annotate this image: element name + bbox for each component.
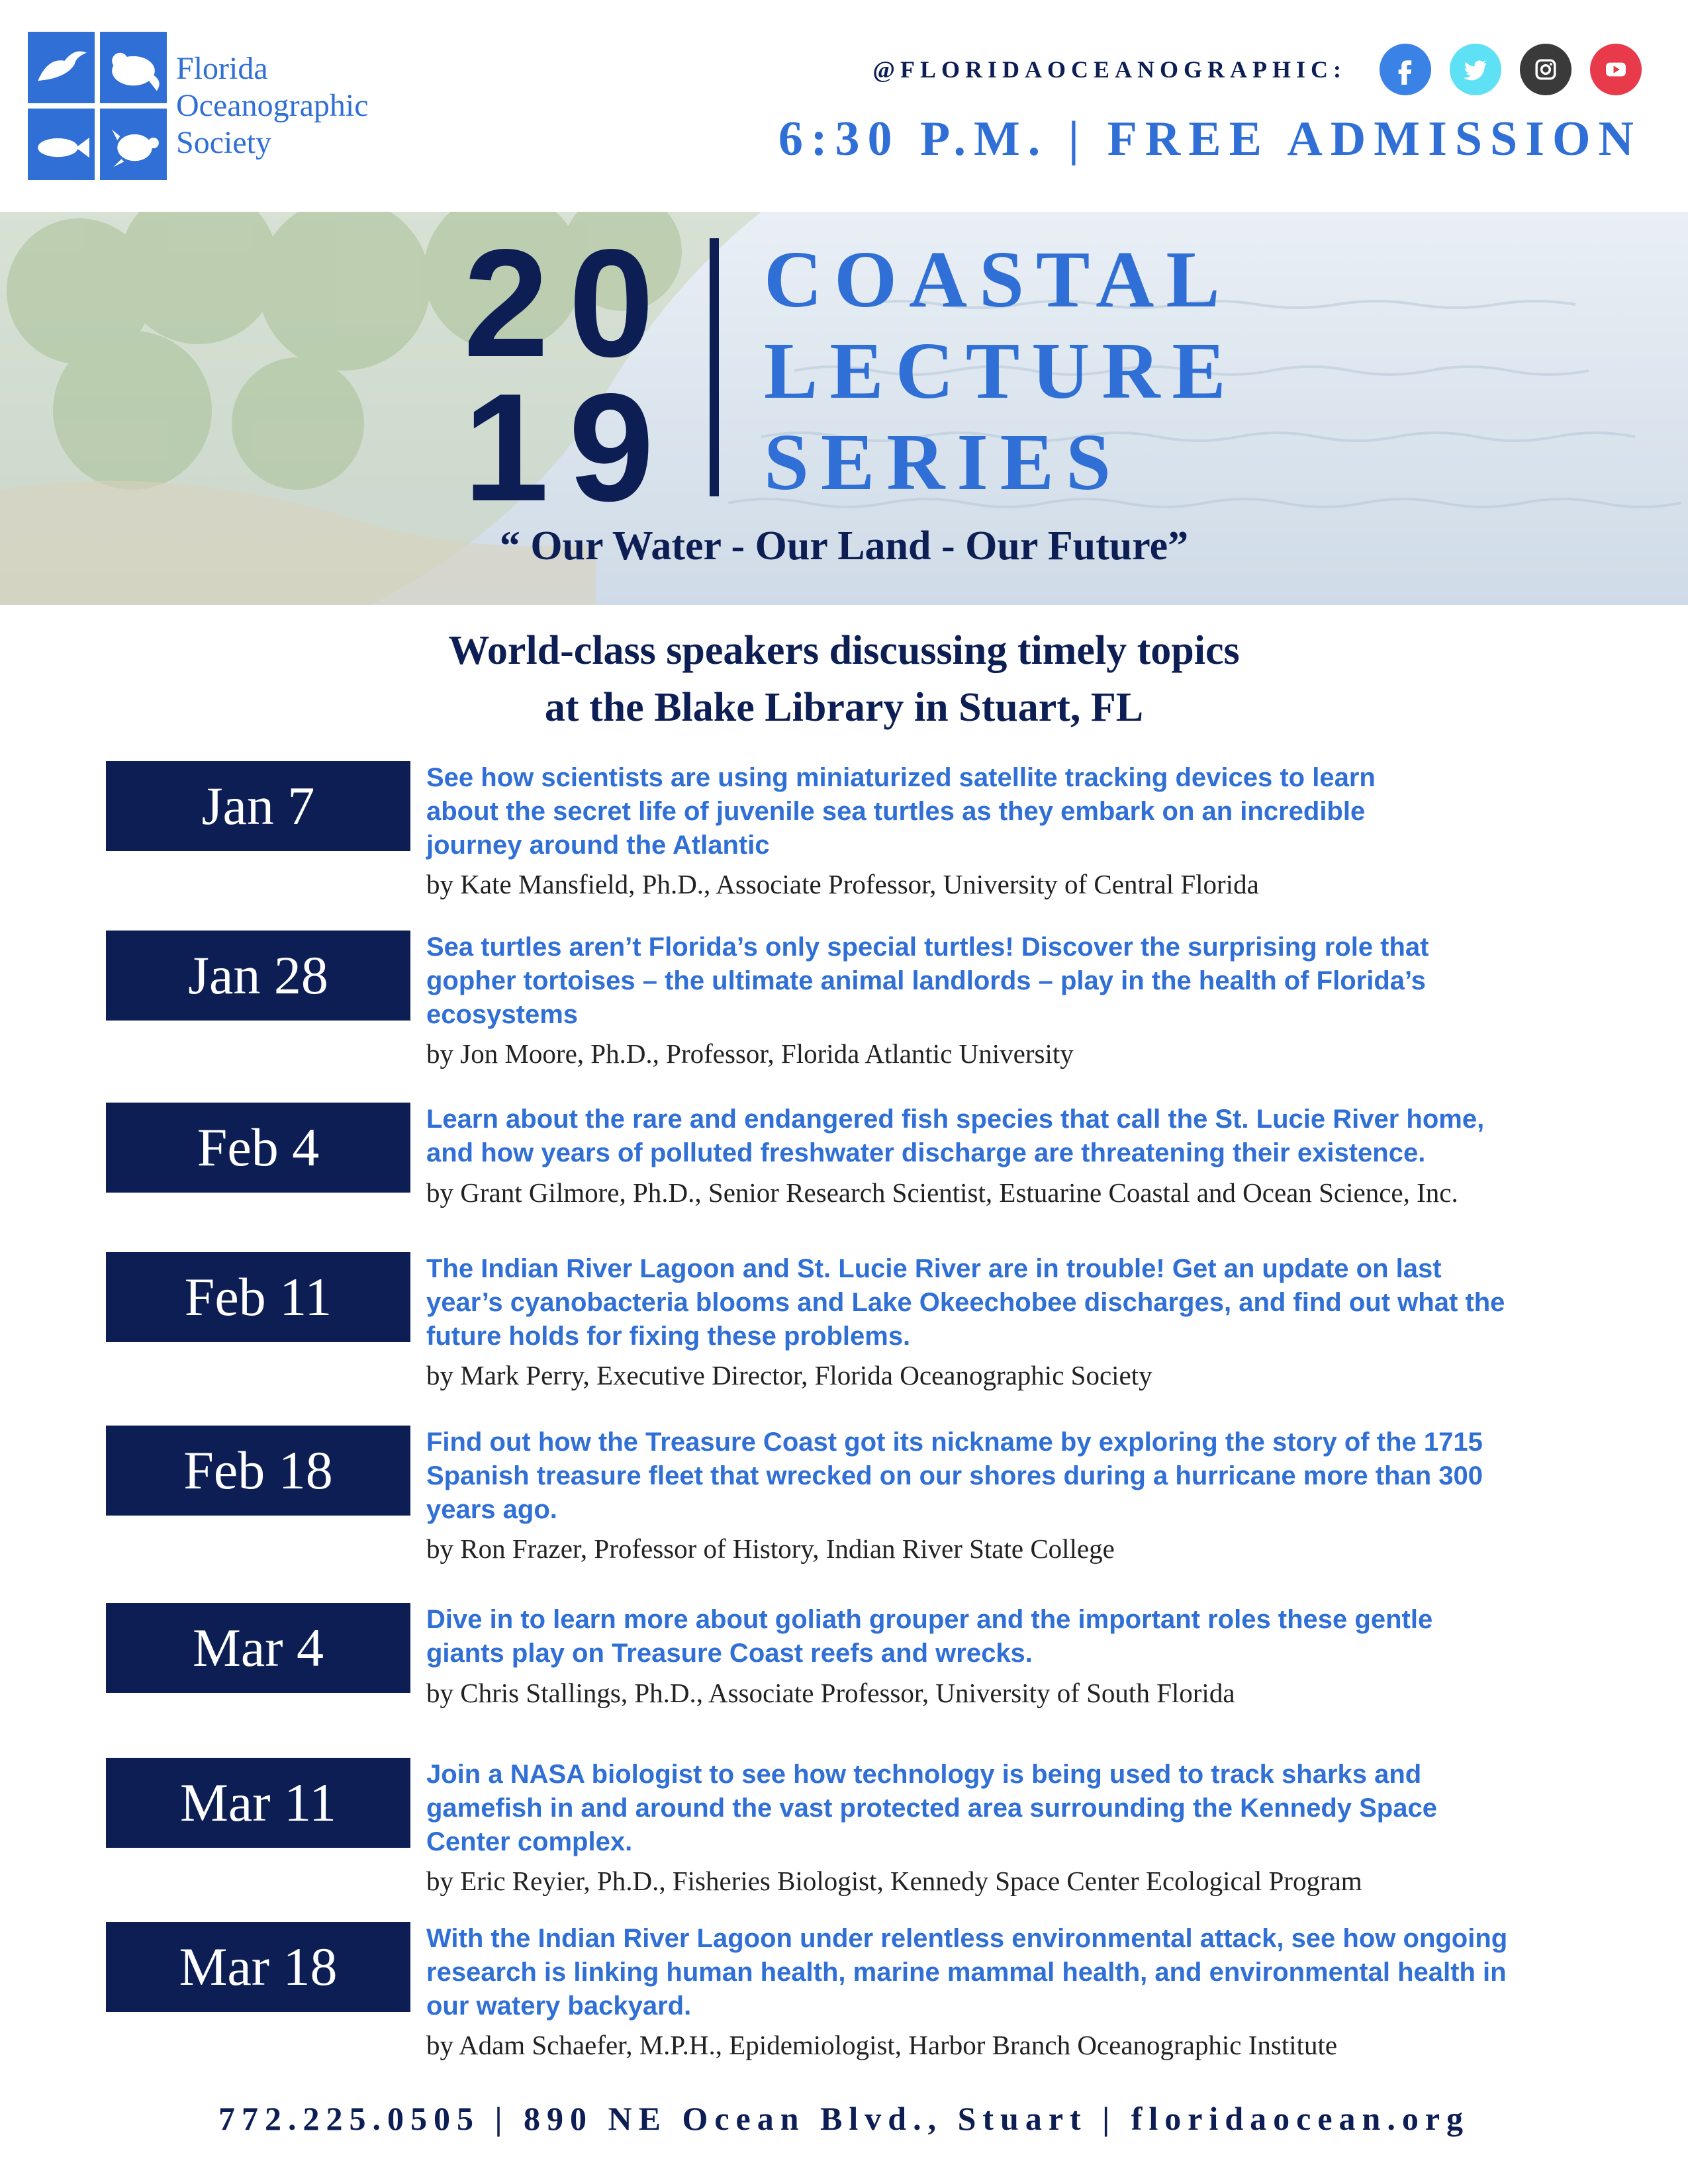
description-line: research is linking human health, marine mammal health, and environmental health in bbox=[426, 1958, 1507, 1987]
lecture-description bbox=[426, 1922, 1688, 2023]
description-line: our watery backyard. bbox=[426, 1991, 692, 2021]
description-line: years ago. bbox=[426, 1495, 557, 1524]
twitter-icon[interactable] bbox=[1450, 44, 1501, 95]
lecture-date: Mar 4 bbox=[106, 1603, 410, 1693]
description-line: year’s cyanobacteria blooms and Lake Okeechobee discharges, and find out what the bbox=[426, 1288, 1505, 1317]
lecture-speaker: by Jon Moore, Ph.D., Professor, Florida Atlantic University bbox=[426, 1038, 1074, 1069]
description-line: Center complex. bbox=[426, 1827, 633, 1856]
lecture-speaker: by Ron Frazer, Professor of History, Indian River State College bbox=[426, 1533, 1115, 1564]
lecture-speaker: by Eric Reyier, Ph.D., Fisheries Biologist, Kennedy Space Center Ecological Program bbox=[426, 1866, 1362, 1896]
intro-line: World-class speakers discussing timely topics bbox=[448, 628, 1240, 673]
admission-info: 6:30 P.M. | FREE ADMISSION bbox=[778, 112, 1642, 166]
turtle-icon bbox=[100, 109, 167, 180]
description-line: giants play on Treasure Coast reefs and wrecks. bbox=[426, 1639, 1033, 1668]
contact-footer: 772.225.0505 | 890 NE Ocean Blvd., Stuart | floridaocean.org bbox=[218, 2100, 1470, 2137]
lecture-date: Mar 11 bbox=[106, 1758, 410, 1848]
facebook-icon[interactable] bbox=[1380, 44, 1431, 95]
series-title-line: LECTURE bbox=[764, 326, 1238, 416]
description-line: With the Indian River Lagoon under relentless environmental attack, see how ongoing bbox=[426, 1924, 1508, 1953]
lecture-date: Feb 4 bbox=[106, 1103, 410, 1193]
description-line: and how years of polluted freshwater discharge are threatening their existence. bbox=[426, 1138, 1426, 1167]
description-line: gamefish in and around the vast protected area surrounding the Kennedy Space bbox=[426, 1794, 1437, 1823]
hero-banner bbox=[0, 212, 1688, 605]
lecture-description bbox=[426, 1252, 1688, 1353]
intro-line: at the Blake Library in Stuart, FL bbox=[544, 685, 1144, 730]
description-line: ecosystems bbox=[426, 1000, 579, 1029]
description-line: about the secret life of juvenile sea turtles as they embark on an incredible bbox=[426, 797, 1366, 826]
organization-name-line: Florida bbox=[176, 51, 268, 86]
lecture-description bbox=[426, 931, 1688, 1032]
social-handle: @FLORIDAOCEANOGRAPHIC: bbox=[872, 56, 1346, 83]
bird-icon bbox=[28, 32, 95, 103]
year-top: 20 bbox=[463, 218, 675, 389]
description-line: Join a NASA biologist to see how technology is being used to track sharks and bbox=[426, 1760, 1422, 1789]
description-line: Sea turtles aren’t Florida’s only special turtles! Discover the surprising role that bbox=[426, 933, 1429, 962]
description-line: The Indian River Lagoon and St. Lucie River are in trouble! Get an update on last bbox=[426, 1254, 1442, 1283]
lecture-speaker: by Kate Mansfield, Ph.D., Associate Professor, University of Central Florida bbox=[426, 869, 1259, 899]
organization-name-line: Oceanographic bbox=[176, 88, 369, 123]
year-bottom: 19 bbox=[463, 362, 675, 533]
description-line: See how scientists are using miniaturized satellite tracking devices to learn bbox=[426, 763, 1376, 792]
description-line: Learn about the rare and endangered fish species that call the St. Lucie River home, bbox=[426, 1105, 1485, 1134]
series-title bbox=[764, 234, 1238, 508]
tagline: “ Our Water - Our Land - Our Future” bbox=[499, 523, 1189, 569]
description-line: future holds for fixing these problems. bbox=[426, 1322, 911, 1351]
description-line: gopher tortoises – the ultimate animal landlords – play in the health of Florida’s bbox=[426, 966, 1426, 995]
lecture-date: Feb 18 bbox=[106, 1426, 410, 1516]
description-line: Spanish treasure fleet that wrecked on our shores during a hurricane more than 300 bbox=[426, 1461, 1483, 1490]
social-bar bbox=[873, 44, 1642, 95]
lecture-speaker: by Grant Gilmore, Ph.D., Senior Research Scientist, Estuarine Coastal and Ocean Science, Inc. bbox=[426, 1177, 1458, 1208]
lecture-speaker: by Adam Schaefer, M.P.H., Epidemiologist, Harbor Branch Oceanographic Institute bbox=[426, 2030, 1338, 2060]
youtube-icon[interactable] bbox=[1590, 44, 1642, 95]
lecture-description bbox=[426, 1426, 1688, 1527]
lecture-description bbox=[426, 1758, 1688, 1859]
intro-text bbox=[0, 622, 1688, 736]
lecture-speaker: by Mark Perry, Executive Director, Florida Oceanographic Society bbox=[426, 1360, 1152, 1390]
description-line: journey around the Atlantic bbox=[426, 831, 770, 860]
logo-mark bbox=[28, 32, 167, 180]
description-line: Dive in to learn more about goliath grouper and the important roles these gentle bbox=[426, 1605, 1433, 1634]
series-title-line: COASTAL bbox=[764, 235, 1232, 324]
series-title-line: SERIES bbox=[764, 418, 1123, 507]
lecture-description bbox=[426, 1103, 1688, 1170]
year-display bbox=[463, 218, 675, 533]
lecture-date: Mar 18 bbox=[106, 1922, 410, 2012]
lecture-date: Feb 11 bbox=[106, 1252, 410, 1342]
lecture-date: Jan 28 bbox=[106, 931, 410, 1021]
organization-name-line: Society bbox=[176, 125, 271, 160]
lecture-speaker: by Chris Stallings, Ph.D., Associate Professor, University of South Florida bbox=[426, 1678, 1235, 1708]
manatee-icon bbox=[100, 32, 167, 103]
organization-logo[interactable] bbox=[28, 32, 369, 180]
lecture-date: Jan 7 bbox=[106, 761, 410, 851]
title-divider bbox=[710, 238, 719, 496]
description-line: Find out how the Treasure Coast got its nickname by exploring the story of the 1715 bbox=[426, 1428, 1483, 1457]
lecture-description bbox=[426, 1603, 1688, 1670]
organization-name bbox=[176, 32, 369, 161]
fish-icon bbox=[28, 109, 95, 180]
instagram-icon[interactable] bbox=[1520, 44, 1571, 95]
lecture-description bbox=[426, 761, 1688, 862]
